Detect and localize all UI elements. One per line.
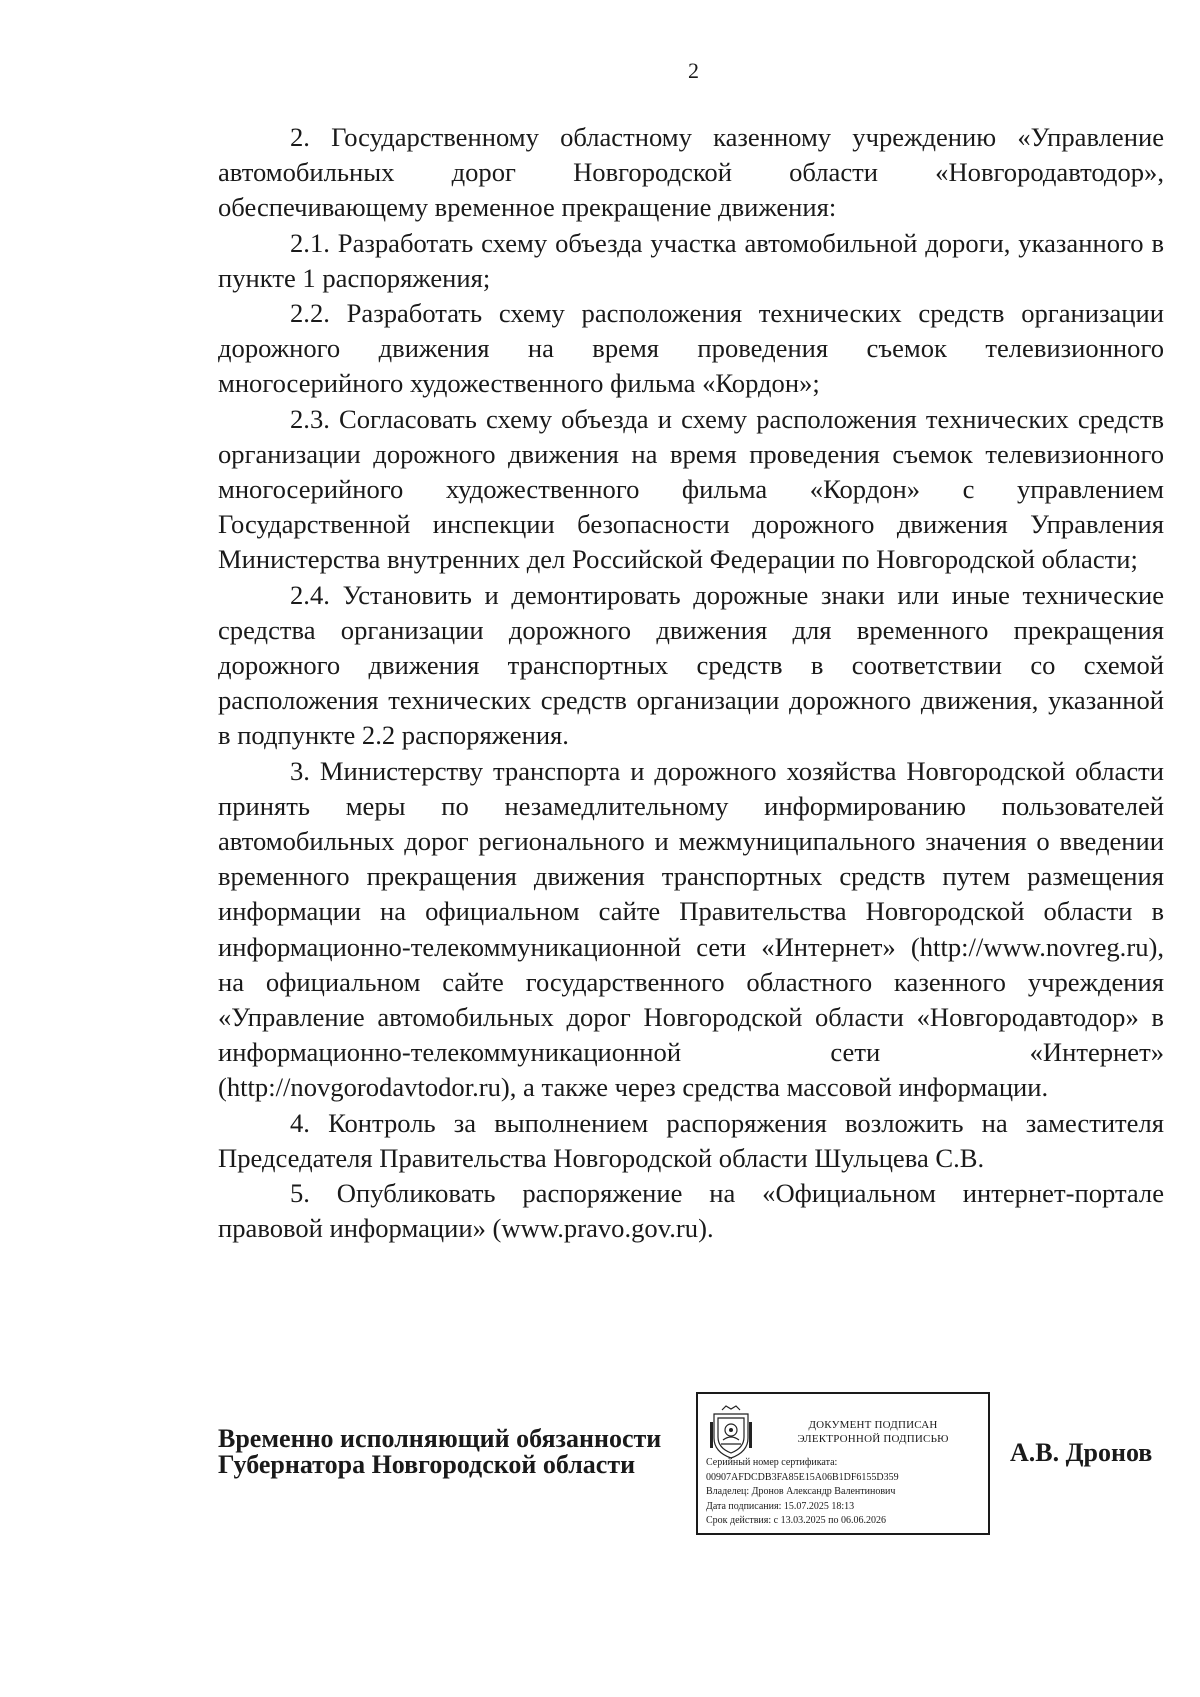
signing-date: Дата подписания: 15.07.2025 18:13: [706, 1500, 855, 1512]
paragraph-2-3: 2.3. Согласовать схему объезда и схему расположения технических средств организации дорожного движения на время проведения съемок телевизионного многосерийного художественного фильма «Кордон» с управлением Государственной инспекции безопасности дорожного движения Управления Министерства внутренних дел Российской Федерации по Новгородской области;: [218, 403, 1164, 575]
stamp-heading-line-2: ЭЛЕКТРОННОЙ ПОДПИСЬЮ: [797, 1433, 949, 1445]
certificate-owner: Владелец: Дронов Александр Валентинович: [706, 1486, 896, 1498]
electronic-signature-stamp: [696, 1392, 990, 1535]
signatory-position-line-1: Временно исполняющий обязанности: [218, 1424, 662, 1453]
paragraph-2-2: 2.2. Разработать схему расположения технических средств организации дорожного движения на время проведения съемок телевизионного многосерийного художественного фильма «Кордон»;: [218, 298, 1164, 399]
certificate-number: 00907AFDCDB3FA85E15A06B1DF6155D359: [706, 1471, 899, 1483]
paragraph-2-4: 2.4. Установить и демонтировать дорожные знаки или иные технические средства организации дорожного движения для временного прекращения дорожного движения транспортных средств в соответствии со схемой расположения технических средств организации дорожного движения, указанной в подпункте 2.2 распоряжения.: [218, 579, 1164, 751]
stamp-heading: [762, 1418, 984, 1446]
page-number: 2: [688, 58, 699, 83]
paragraph-4: 4. Контроль за выполнением распоряжения возложить на заместителя Председателя Правительства Новгородской области Шульцева С.В.: [218, 1107, 1164, 1173]
paragraph-3: 3. Министерству транспорта и дорожного хозяйства Новгородской области принять меры по незамедлительному информированию пользователей автомобильных дорог регионального и межмуниципального значения о введении временного прекращения движения транспортных средств путем размещения информации на официальном сайте Правительства Новгородской области в информационно-телекоммуникационной сети «Интернет» (http://www.novreg.ru), на официальном сайте государственного областного казенного учреждения «Управление автомобильных дорог Новгородской области «Новгородавтодор» в информационно-телекоммуникационной сети «Интернет» (http://novgorodavtodor.ru), а также через средства массовой информации.: [218, 755, 1164, 1103]
paragraph-2: 2. Государственному областному казенному учреждению «Управление автомобильных дорог Новгородской области «Новгородавтодор», обеспечивающему временное прекращение движения:: [218, 122, 1164, 223]
stamp-heading-line-1: ДОКУМЕНТ ПОДПИСАН: [808, 1419, 938, 1431]
signatory-position: [218, 1426, 678, 1478]
signer-name: А.В. Дронов: [1010, 1438, 1153, 1467]
coat-of-arms-icon: [708, 1404, 754, 1460]
stamp-details: [706, 1456, 988, 1529]
signature-block: [218, 1392, 1168, 1542]
certificate-label: Серийный номер сертификата:: [706, 1457, 838, 1468]
paragraph-5: 5. Опубликовать распоряжение на «Официальном интернет-портале правовой информации» (www.pravo.gov.ru).: [218, 1178, 1164, 1244]
certificate-validity: Срок действия: с 13.03.2025 по 06.06.2026: [706, 1515, 886, 1527]
signatory-position-line-2: Губернатора Новгородской области: [218, 1450, 636, 1479]
document-body: [218, 120, 1164, 1247]
paragraph-2-1: 2.1. Разработать схему объезда участка автомобильной дороги, указанного в пункте 1 распоряжения;: [218, 227, 1164, 293]
